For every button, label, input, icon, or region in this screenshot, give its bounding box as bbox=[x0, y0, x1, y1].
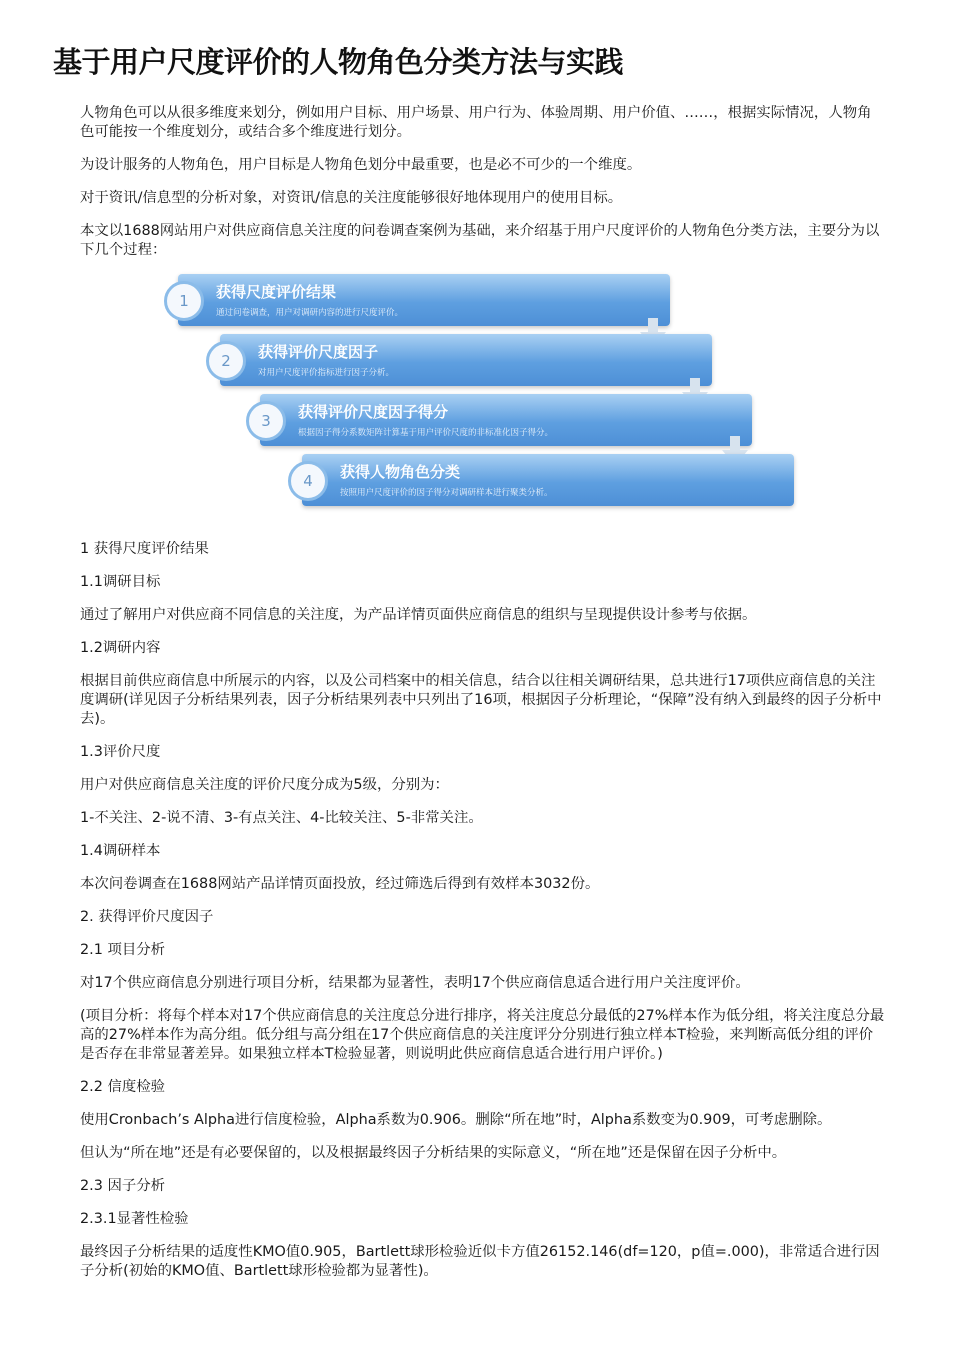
flow-step-3 bbox=[260, 394, 752, 446]
section-heading: 1.4调研样本 bbox=[80, 843, 161, 859]
body-paragraph: 通过了解用户对供应商不同信息的关注度，为产品详情页面供应商信息的组织与呈现提供设计参考与依据。 bbox=[80, 607, 757, 623]
intro-paragraph: 本文以1688网站用户对供应商信息关注度的问卷调查案例为基础，来介绍基于用户尺度评价的人物角色分类方法，主要分为以下几个过程： bbox=[80, 223, 880, 258]
step-title: 获得评价尺度因子得分 bbox=[298, 403, 449, 421]
body-paragraph: 但认为“所在地”还是有必要保留的，以及根据最终因子分析结果的实际意义，“所在地”还是保留在因子分析中。 bbox=[80, 1145, 787, 1161]
body-paragraph: (项目分析：将每个样本对17个供应商信息的关注度总分进行排序，将关注度总分最低的27%样本作为低分组，将关注度总分最高的27%样本作为高分组。低分组与高分组在17个供应商信息的关注度评分分别进行独立样本T检验，来判断高低分组的评价是否存在非常显著差异。如果独立样本T检验显著，则说明此供应商信息适合进行用户评价。) bbox=[80, 1008, 885, 1062]
step-description: 按照用户尺度评价的因子得分对调研样本进行聚类分析。 bbox=[340, 488, 553, 498]
page-title: 基于用户尺度评价的人物角色分类方法与实践 bbox=[53, 45, 624, 79]
section-heading: 2.2 信度检验 bbox=[80, 1079, 166, 1095]
section-heading: 2.1 项目分析 bbox=[80, 942, 166, 958]
step-title: 获得尺度评价结果 bbox=[216, 283, 337, 301]
section-heading: 1.3评价尺度 bbox=[80, 744, 161, 760]
section-heading: 1 获得尺度评价结果 bbox=[80, 541, 209, 557]
step-number-badge: 3 bbox=[246, 401, 286, 441]
section-heading: 1.1调研目标 bbox=[80, 574, 161, 590]
step-description: 通过问卷调查，用户对调研内容的进行尺度评价。 bbox=[216, 308, 404, 318]
intro-paragraph: 人物角色可以从很多维度来划分，例如用户目标、用户场景、用户行为、体验周期、用户价值、……，根据实际情况，人物角色可能按一个维度划分，或结合多个维度进行划分。 bbox=[80, 105, 872, 140]
body-paragraph: 根据目前供应商信息中所展示的内容，以及公司档案中的相关信息，结合以往相关调研结果，总共进行17项供应商信息的关注度调研(详见因子分析结果列表，因子分析结果列表中只列出了16项，根据因子分析理论，“保障”没有纳入到最终的因子分析中去)。 bbox=[80, 673, 882, 727]
step-title: 获得评价尺度因子 bbox=[258, 343, 379, 361]
body-paragraph: 使用Cronbach’s Alpha进行信度检验，Alpha系数为0.906。删除“所在地”时，Alpha系数变为0.909，可考虑删除。 bbox=[80, 1112, 832, 1128]
flow-step-2 bbox=[220, 334, 712, 386]
step-title: 获得人物角色分类 bbox=[340, 463, 461, 481]
section-heading: 1.2调研内容 bbox=[80, 640, 161, 656]
step-number-badge: 4 bbox=[288, 461, 328, 501]
flow-step-4 bbox=[302, 454, 794, 506]
body-paragraph: 本次问卷调查在1688网站产品详情页面投放，经过筛选后得到有效样本3032份。 bbox=[80, 876, 600, 892]
section-heading: 2. 获得评价尺度因子 bbox=[80, 909, 214, 925]
step-number-badge: 1 bbox=[164, 281, 204, 321]
intro-paragraph: 对于资讯/信息型的分析对象，对资讯/信息的关注度能够很好地体现用户的使用目标。 bbox=[80, 190, 623, 206]
step-description: 根据因子得分系数矩阵计算基于用户评价尺度的非标准化因子得分。 bbox=[298, 428, 554, 438]
body-paragraph: 用户对供应商信息关注度的评价尺度分成为5级，分别为： bbox=[80, 777, 449, 793]
step-number-badge: 2 bbox=[206, 341, 246, 381]
article-body bbox=[80, 104, 885, 1295]
body-paragraph: 对17个供应商信息分别进行项目分析，结果都为显著性，表明17个供应商信息适合进行用户关注度评价。 bbox=[80, 975, 750, 991]
process-flow-diagram bbox=[80, 274, 885, 526]
section-heading: 2.3 因子分析 bbox=[80, 1178, 166, 1194]
flow-step-1 bbox=[178, 274, 670, 326]
article-sections bbox=[80, 540, 885, 1281]
section-heading: 2.3.1显著性检验 bbox=[80, 1211, 189, 1227]
body-paragraph: 最终因子分析结果的适度性KMO值0.905，Bartlett球形检验近似卡方值26152.146(df=120，p值=.000)，非常适合进行因子分析(初始的KMO值、Bartlett球形检验都为显著性)。 bbox=[80, 1244, 880, 1279]
intro-paragraph: 为设计服务的人物角色，用户目标是人物角色划分中最重要，也是必不可少的一个维度。 bbox=[80, 157, 642, 173]
step-description: 对用户尺度评价指标进行因子分析。 bbox=[258, 368, 395, 378]
body-paragraph: 1-不关注、2-说不清、3-有点关注、4-比较关注、5-非常关注。 bbox=[80, 810, 483, 826]
